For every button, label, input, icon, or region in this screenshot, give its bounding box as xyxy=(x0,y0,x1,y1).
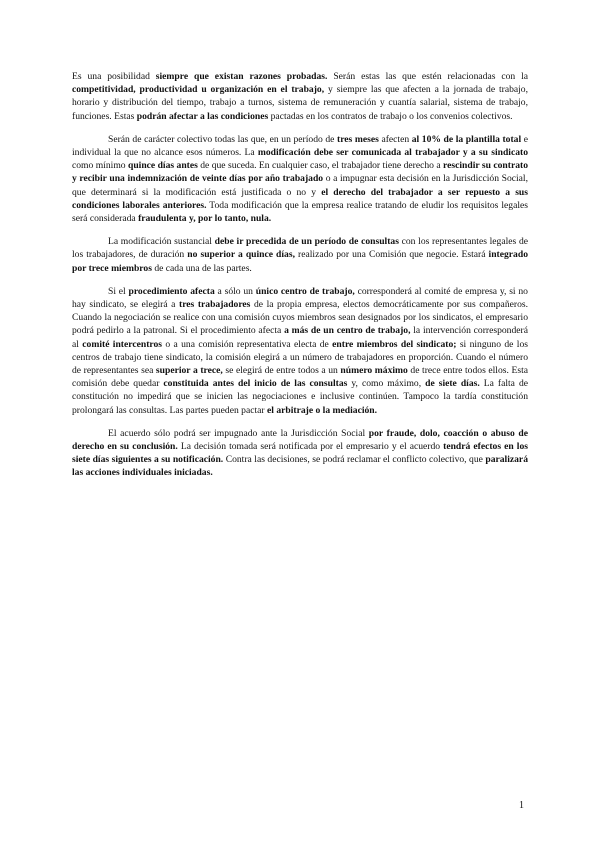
bold-text: tendrá efectos en los siete días siguientes a su notificación. xyxy=(72,441,529,466)
text-run: como mínimo xyxy=(72,160,128,172)
text-run: corresponderá al comité de empresa y, si no hay sindicato, se elegirá a xyxy=(72,285,528,311)
bold-text: fraudulenta y, por lo tanto, nula. xyxy=(138,213,272,225)
text-run: y, como máximo, xyxy=(347,378,426,390)
text-run: Si el xyxy=(108,285,129,297)
text-run: Contra las decisiones, se podrá reclamar el conflicto colectivo, que xyxy=(223,454,486,466)
bold-text: superior a trece, xyxy=(155,365,223,377)
bold-text: tres meses xyxy=(337,133,379,145)
bold-text: podrán afectar a las condiciones xyxy=(136,110,269,122)
bold-text: al 10% de la plantilla total xyxy=(411,133,522,145)
text-run: y siempre las que afecten a la jornada de trabajo, horario y distribución del tiempo, trabajo a turnos, sistema de remuneración y cuantía salarial, sistema de trabajo, funciones. Estas xyxy=(72,84,528,122)
text-run: Es una posibilidad xyxy=(72,71,156,82)
bold-text: rescindir su contrato y recibir una indemnización de veinte días por año trabajado xyxy=(72,160,528,185)
text-run: o a impugnar esta decisión en la Jurisdicción Social, que determinará si la modificación está justificada o no y xyxy=(72,173,528,198)
paragraph xyxy=(72,133,528,225)
bold-text: competitividad, productividad u organización en el trabajo, xyxy=(72,84,325,96)
text-run: El acuerdo sólo podrá ser impugnado ante la Jurisdicción Social xyxy=(108,427,369,439)
text-run: la intervención corresponderá al xyxy=(72,325,528,350)
text-run: La falta de constitución no impedirá que se inicien las negociaciones e inclusive continúen. Tampoco la tardía constitución prolongará las consultas. Las partes pueden pactar xyxy=(72,378,528,416)
text-run: si ninguno de los centros de trabajo tiene sindicato, la comisión elegirá a un número de trabajadores en proporción. Cuando el número de representantes sea xyxy=(72,338,528,377)
text-run: Serán estas las que estén relacionadas con la xyxy=(327,71,529,82)
document-body xyxy=(72,70,528,490)
bold-text: quince días antes xyxy=(127,160,198,172)
text-run: realizado por una Comisión que negocie. Estará xyxy=(295,249,489,261)
bold-text: de siete días. xyxy=(425,378,480,390)
bold-text: por fraude, dolo, coacción o abuso de derecho en su conclusión. xyxy=(72,427,528,453)
bold-text: único centro de trabajo, xyxy=(255,285,355,297)
text-run: o a una comisión representativa electa de xyxy=(162,338,333,350)
text-run: a sólo un xyxy=(214,285,256,297)
text-run: de cada una de las partes. xyxy=(151,262,252,274)
bold-text: el derecho del trabajador a ser repuesto a sus condiciones laborales anteriores. xyxy=(72,186,528,211)
paragraph xyxy=(72,70,528,123)
text-run: de que suceda. En cualquier caso, el trabajador tiene derecho a xyxy=(197,160,444,172)
bold-text: siempre que existan razones probadas. xyxy=(155,71,328,82)
text-run: La decisión tomada será notificada por el empresario y el acuerdo xyxy=(177,441,444,453)
bold-text: procedimiento afecta xyxy=(128,285,215,297)
bold-text: el arbitraje o la mediación. xyxy=(267,404,378,416)
paragraph xyxy=(72,235,528,275)
bold-text: comité intercentros xyxy=(82,338,163,350)
bold-text: paralizará las acciones individuales iniciadas. xyxy=(72,454,528,479)
bold-text: entre miembros del sindicato; xyxy=(332,338,457,350)
paragraph xyxy=(72,285,528,417)
bold-text: número máximo xyxy=(340,365,408,377)
paragraph xyxy=(72,427,528,480)
bold-text: no superior a quince días, xyxy=(187,249,295,261)
text-run: de la propia empresa, electos democráticamente por sus compañeros. Cuando la negociación se realice con una comisión cuyos miembros sean designados por los sindicatos, el empresario podrá pedirlo a la patronal. Si el procedimiento afecta xyxy=(72,299,528,337)
text-run: e individual la que no alcance esos números. La xyxy=(72,133,528,159)
bold-text: integrado por trece miembros xyxy=(72,249,528,274)
bold-text: modificación debe ser comunicada al trabajador y a su sindicato xyxy=(257,147,528,159)
text-run: afecten xyxy=(378,133,412,145)
text-run: Toda modificación que la empresa realice tratando de eludir los requisitos legales será considerada xyxy=(72,199,528,225)
bold-text: debe ir precedida de un período de consultas xyxy=(214,236,399,248)
text-run: con los representantes legales de los trabajadores, de duración xyxy=(72,236,529,261)
bold-text: a más de un centro de trabajo, xyxy=(284,325,411,337)
bold-text: tres trabajadores xyxy=(179,299,251,311)
text-run: Serán de carácter colectivo todas las que, en un período de xyxy=(108,133,338,145)
text-run: La modificación sustancial xyxy=(108,236,215,248)
text-run: se elegirá de entre todos a un xyxy=(222,365,341,377)
page-number: 1 xyxy=(519,800,524,811)
bold-text: constituida antes del inicio de las consultas xyxy=(163,378,348,390)
text-run: pactadas en los contratos de trabajo o los convenios colectivos. xyxy=(268,110,513,122)
text-run: de trece entre todos ellos. Esta comisión debe quedar xyxy=(72,365,528,390)
